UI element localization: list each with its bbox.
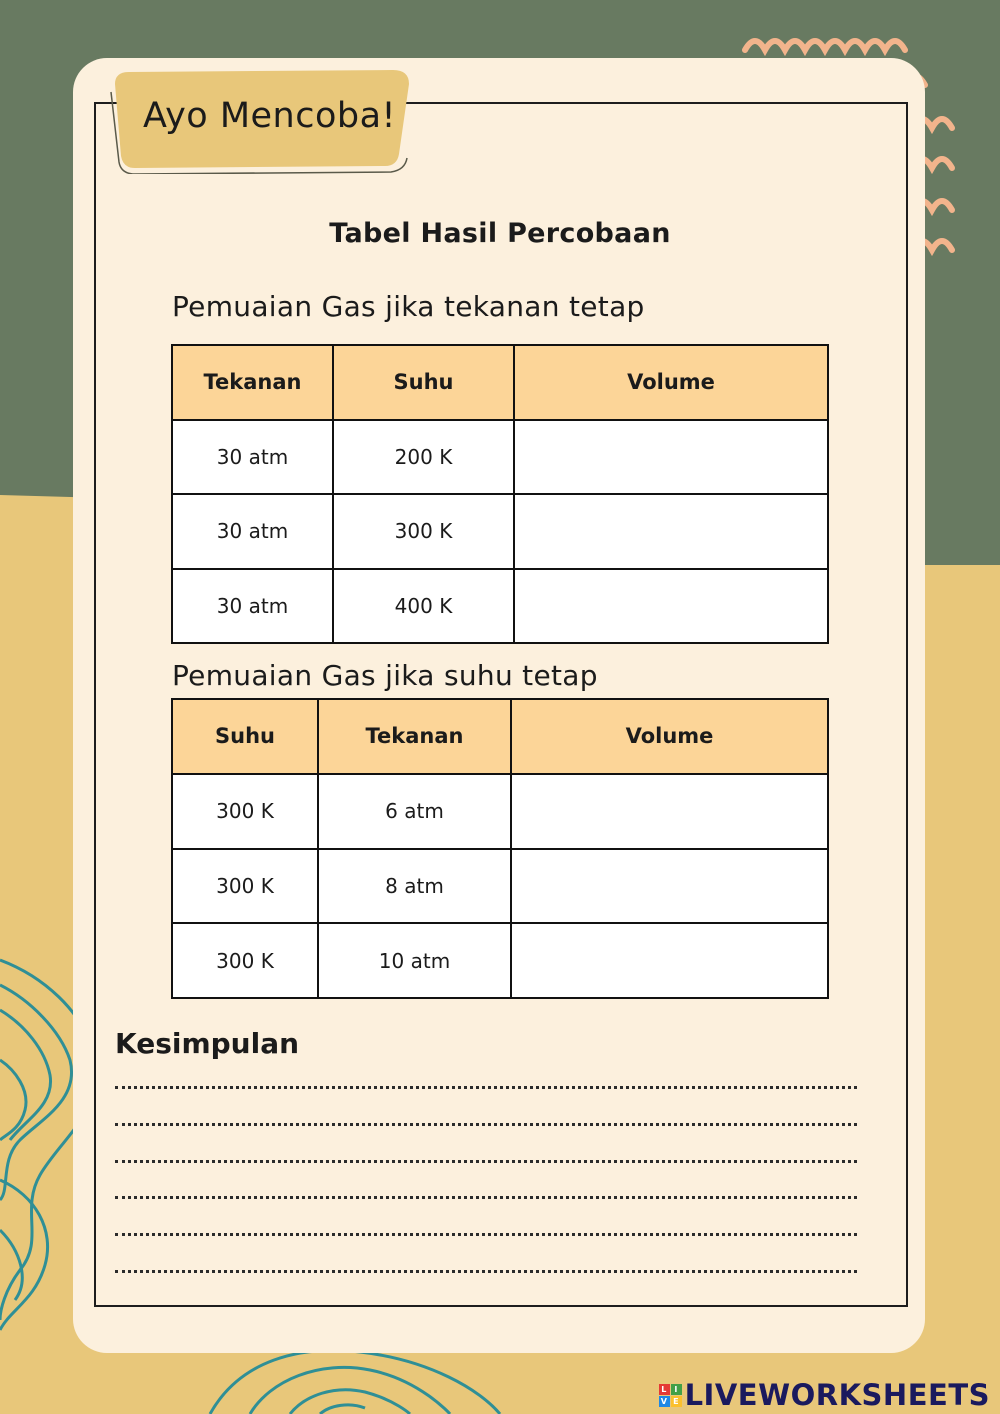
table-cell: 400 K [333,569,514,644]
logo-letter: V [659,1396,670,1407]
answer-line[interactable] [115,1196,857,1199]
table-cell: 300 K [172,849,318,924]
logo-letter: E [671,1396,682,1407]
conclusion-label: Kesimpulan [115,1027,300,1060]
table-cell: 300 K [333,494,514,569]
table-cell: 300 K [172,923,318,998]
answer-line[interactable] [115,1270,857,1273]
logo-letter: I [671,1384,682,1395]
table1-title: Pemuaian Gas jika tekanan tetap [172,290,645,323]
column-header: Suhu [333,345,514,420]
table-row [172,494,828,569]
volume-answer-cell[interactable] [514,420,828,495]
answer-line[interactable] [115,1160,857,1163]
column-header: Tekanan [172,345,333,420]
table-row [172,849,828,924]
table-cell: 200 K [333,420,514,495]
table-cell: 30 atm [172,569,333,644]
table-row [172,420,828,495]
table-header-row [172,345,828,420]
table-temperature-constant [171,698,829,999]
table-row [172,569,828,644]
brand-text: LIVEWORKSHEETS [684,1378,990,1412]
volume-answer-cell[interactable] [511,923,828,998]
table-cell: 10 atm [318,923,511,998]
table-cell: 300 K [172,774,318,849]
table-row [172,923,828,998]
table-header-row [172,699,828,774]
volume-answer-cell[interactable] [514,494,828,569]
logo-letter: L [659,1384,670,1395]
table-cell: 30 atm [172,420,333,495]
column-header: Volume [514,345,828,420]
answer-line[interactable] [115,1123,857,1126]
section-heading: Tabel Hasil Percobaan [329,218,671,249]
answer-line[interactable] [115,1086,857,1089]
table-row [172,774,828,849]
column-header: Volume [511,699,828,774]
volume-answer-cell[interactable] [511,849,828,924]
liveworksheets-logo-icon [659,1384,682,1407]
table-pressure-constant [171,344,829,644]
table2-title: Pemuaian Gas jika suhu tetap [172,659,598,692]
liveworksheets-brand [659,1378,990,1412]
answer-line[interactable] [115,1233,857,1236]
table-cell: 6 atm [318,774,511,849]
table-cell: 8 atm [318,849,511,924]
volume-answer-cell[interactable] [511,774,828,849]
volume-answer-cell[interactable] [514,569,828,644]
table-cell: 30 atm [172,494,333,569]
page-title: Ayo Mencoba! [143,96,397,136]
column-header: Tekanan [318,699,511,774]
column-header: Suhu [172,699,318,774]
